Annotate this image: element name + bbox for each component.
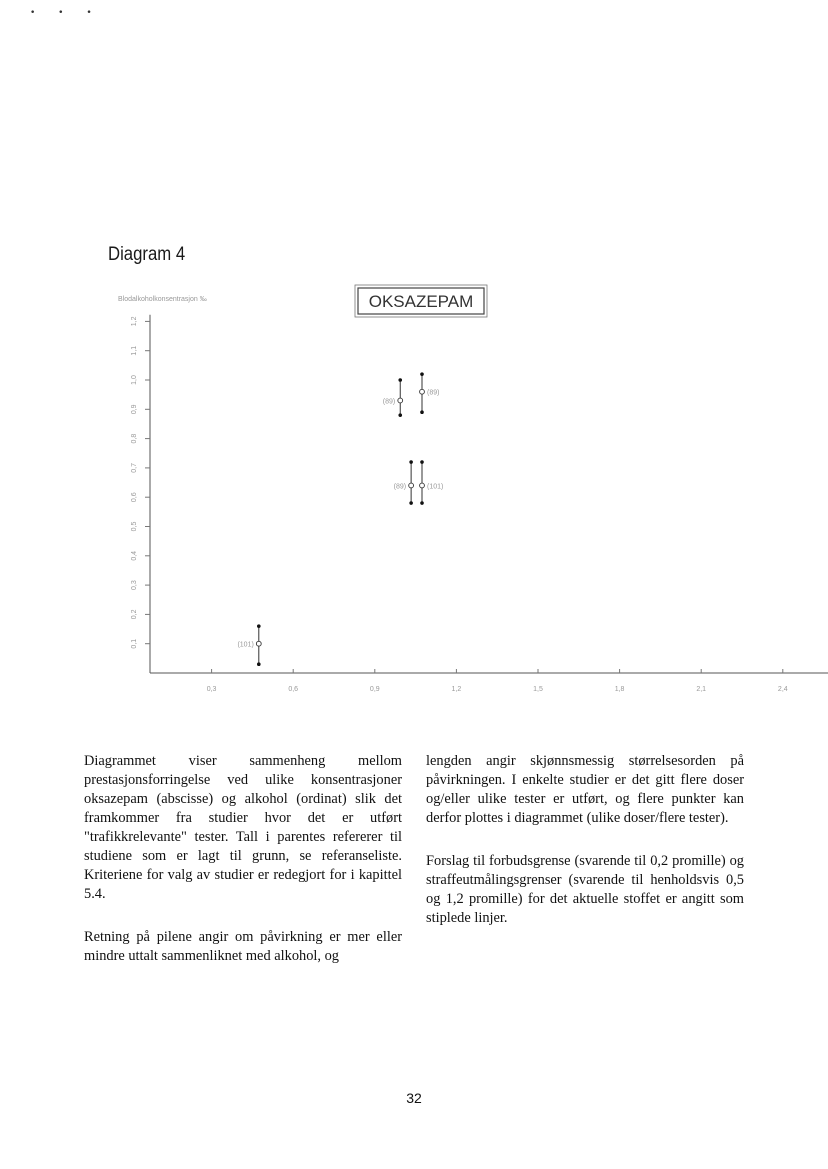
text-column-left [84, 752, 402, 990]
y-tick-label: 1,2 [131, 316, 138, 327]
y-tick-label: 0,9 [131, 404, 138, 415]
y-tick-label: 0,7 [131, 463, 138, 473]
x-tick-label: 0,3 [206, 686, 217, 693]
chart-title: OKSAZEPAM [368, 292, 474, 311]
x-tick-label: 2,1 [696, 686, 707, 693]
x-tick-label: 1,5 [533, 686, 543, 693]
y-tick-label: 0,8 [131, 433, 138, 444]
data-point [409, 483, 414, 488]
y-tick-label: 0,6 [131, 492, 138, 503]
x-tick-label: 0,6 [288, 686, 299, 693]
y-tick-label: 0,2 [131, 609, 138, 620]
paragraph: Diagrammet viser sammenheng mellom prestasjonsforringelse ved ulike konsentrasjoner oksazepam (abscisse) og alkohol (ordinat) slik det framkommer fra studier hvor det er utført "trafikkrelevante" tester. Tall i parentes refererer til studiene som er lagt til grunn, se referanseliste. Kriteriene for valg av studier er redegjort for i kapittel 5.4. [84, 753, 402, 903]
oksazepam-chart [100, 280, 788, 700]
bar-end-marker [398, 413, 402, 417]
paragraph: lengden angir skjønnsmessig størrelsesorden på påvirkningen. I enkelte studier er det gitt flere doser og/eller ulike tester er utført, og flere punkter kan derfor plottes i diagrammet (ulike doser/flere tester). [426, 753, 744, 827]
page-number: 32 [406, 1090, 422, 1106]
bar-end-marker [257, 662, 261, 666]
diagram-heading: Diagram 4 [108, 244, 186, 265]
chart-title-box [355, 285, 487, 317]
y-tick-label: 0,5 [131, 521, 138, 532]
study-label: (89) [382, 398, 396, 406]
y-axis-label: Blodalkoholkonsentrasjon ‰ [118, 296, 207, 303]
y-tick-label: 0,3 [131, 580, 138, 590]
data-point [398, 398, 403, 403]
x-tick-label: 2,4 [777, 686, 788, 693]
study-label: (89) [393, 483, 407, 491]
data-point [420, 483, 425, 488]
bar-end-marker [420, 501, 424, 505]
study-label: (101) [237, 641, 254, 649]
data-point [256, 641, 261, 646]
bar-end-marker [409, 460, 413, 464]
scan-artifact: • • • [30, 8, 102, 18]
study-label: (101) [427, 483, 444, 491]
bar-end-marker [398, 378, 402, 382]
y-tick-label: 0,1 [131, 638, 138, 649]
bar-end-marker [420, 372, 424, 376]
paragraph: Forslag til forbudsgrense (svarende til 0,2 promille) og straffeutmålingsgrenser (svarende til henholdsvis 0,5 og 1,2 promille) for det aktuelle stoffet er angitt som stiplede linjer. [426, 853, 744, 927]
text-column-right [426, 752, 744, 952]
y-tick-label: 0,4 [131, 550, 138, 561]
paragraph: Retning på pilene angir om påvirkning er mer eller mindre uttalt sammenliknet med alkohol, og [84, 929, 402, 965]
study-label: (89) [427, 389, 440, 397]
data-point [420, 389, 425, 394]
bar-end-marker [409, 501, 413, 505]
bar-end-marker [420, 410, 424, 414]
x-tick-label: 1,2 [451, 686, 462, 693]
x-tick-label: 1,8 [614, 686, 625, 693]
bar-end-marker [420, 460, 424, 464]
y-tick-label: 1,0 [131, 375, 138, 385]
bar-end-marker [257, 624, 261, 628]
y-tick-label: 1,1 [131, 345, 138, 356]
x-tick-label: 0,9 [369, 686, 380, 693]
